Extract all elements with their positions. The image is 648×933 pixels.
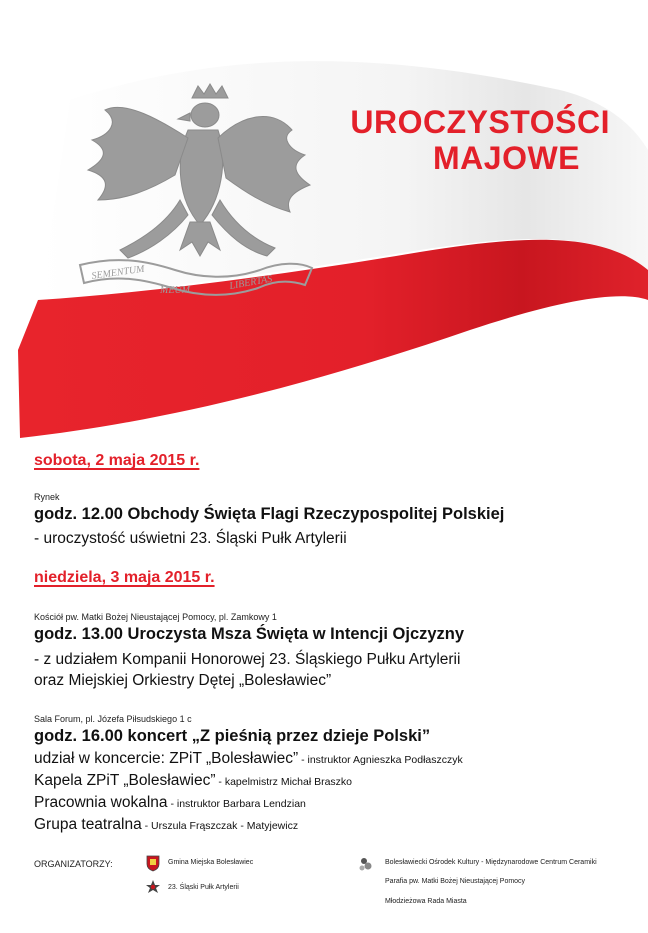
place-day-1: Rynek [34,492,60,502]
event-headline-concert: godz. 16.00 koncert „Z pieśnią przez dzieje Polski” [34,727,431,745]
event-headline-mass: godz. 13.00 Uroczysta Msza Święta w Intencji Ojczyzny [34,625,465,643]
performer-line [34,750,463,768]
gmina-crest-icon [146,855,160,872]
place-day-2-church: Kościół pw. Matki Bożej Nieustającej Pomocy, pl. Zamkowy 1 [34,612,277,622]
date-day-1: sobota, 2 maja 2015 r. [34,452,200,469]
motto-word-3: LIBERTAS [228,273,274,292]
performer-detail: - Urszula Frąszczak - Matyjewicz [141,820,299,832]
performer-name: Grupa teatralna [34,816,142,833]
performer-detail: - kapelmistrz Michał Braszko [215,776,353,788]
organizer-regiment: 23. Śląski Pułk Artylerii [168,884,239,891]
place-day-2-forum: Sala Forum, pl. Józefa Piłsudskiego 1 c [34,714,192,724]
organizer-gmina: Gmina Miejska Bolesławiec [168,859,254,866]
event-note-day-1: - uroczystość uświetni 23. Śląski Pułk Artylerii [34,530,347,547]
regiment-badge-icon [146,880,160,897]
page-title-line-1: UROCZYSTOŚCI [350,104,610,140]
performer-detail: - instruktor Agnieszka Podłaszczyk [298,754,463,766]
performer-name: Pracownia wokalna [34,794,168,811]
performer-line [34,794,306,812]
page-title-line-2: MAJOWE [433,140,580,176]
organizer-mrm: Młodzieżowa Rada Miasta [385,898,467,905]
flag-illustration [0,0,648,440]
event-headline-day-1: godz. 12.00 Obchody Święta Flagi Rzeczypospolitej Polskiej [34,505,505,523]
bok-logo-icon [358,855,374,872]
organizer-parafia: Parafia pw. Matki Bożej Nieustającej Pomocy [385,878,526,885]
performer-name: Kapela ZPiT „Bolesławiec” [34,772,216,789]
performer-name: udział w koncercie: ZPiT „Bolesławiec” [34,750,299,767]
performer-detail: - instruktor Barbara Lendzian [167,798,306,810]
organizers-label: ORGANIZATORZY: [34,859,113,869]
event-note-mass-1: - z udziałem Kompanii Honorowej 23. Śląskiego Pułku Artylerii [34,651,461,668]
date-day-2: niedziela, 3 maja 2015 r. [34,569,215,586]
organizer-bok: Bolesławiecki Ośrodek Kultury - Międzynarodowe Centrum Ceramiki [385,859,597,866]
performer-line [34,772,352,790]
motto-word-2: MEUM [160,285,190,296]
performer-line [34,816,298,834]
event-note-mass-2: oraz Miejskiej Orkiestry Dętej „Bolesławiec” [34,672,332,689]
motto-word-1: SEMENTUM [90,263,146,282]
